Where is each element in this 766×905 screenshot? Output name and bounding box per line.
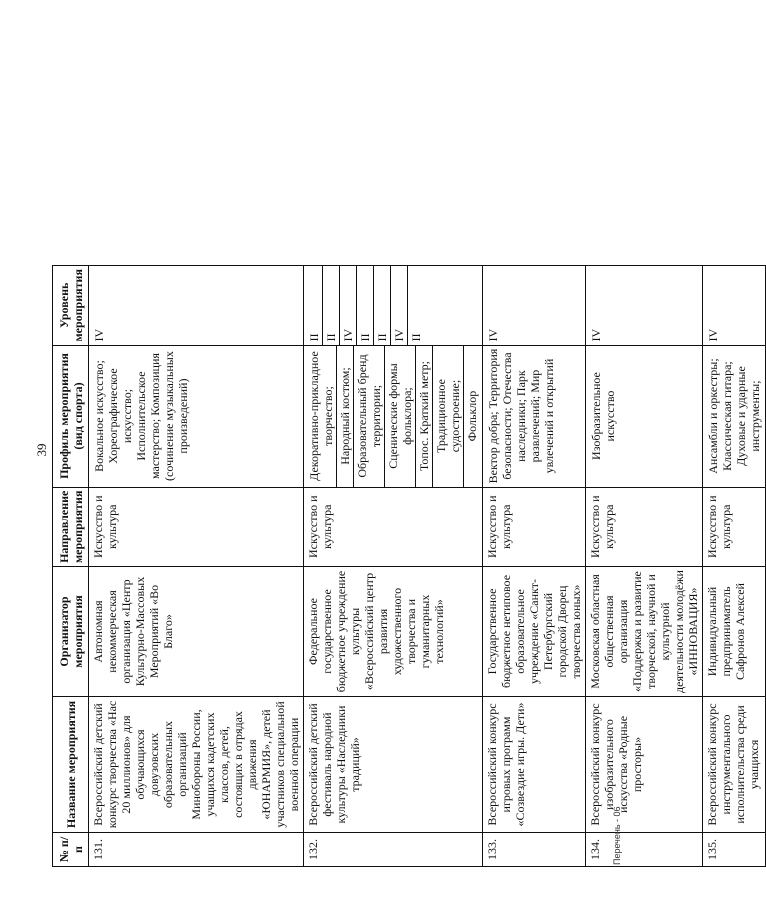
cell-num: 132. <box>304 833 483 867</box>
level-item: IV <box>92 328 106 342</box>
profile-item: Ансамбли и оркестры; Классическая гитара; Духовые и ударные инструменты; <box>706 358 762 474</box>
table-row <box>304 266 483 867</box>
level-item: II <box>407 266 424 344</box>
cell-name: Всероссийский детский фестиваль народной культуры «Наследники традиций» <box>304 697 483 833</box>
level-item: II <box>322 266 339 344</box>
cell-name: Всероссийский конкурс игровых программ «Созвездие игры. Дети» <box>483 697 586 833</box>
cell-name: Всероссийский конкурс инструментального исполнительства среди учащихся <box>703 697 766 833</box>
cell-profile <box>703 345 766 487</box>
header-organizer: Организатор мероприятия <box>53 567 89 697</box>
profile-item: Традиционное судостроение; <box>432 346 463 487</box>
table-row <box>586 266 703 867</box>
table-row <box>703 266 766 867</box>
profile-item: Изобразительное искусство <box>589 372 617 460</box>
header-level: Уровень мероприятия <box>53 266 89 345</box>
header-profile: Профиль мероприятия (вид спорта) <box>53 345 89 487</box>
cell-num: 134. <box>586 833 703 867</box>
table-header-row <box>53 266 89 867</box>
cell-direction: Искусство и культура <box>703 487 766 566</box>
cell-organizer: Автономная некоммерческая организация «Центр Культурно-Массовых Мероприятий «Во Благо» <box>89 567 304 697</box>
cell-organizer: Государственное бюджетное нетиповое образовательное учреждение «Санкт-Петербургский городской Дворец творчества юных» <box>483 567 586 697</box>
cell-level <box>89 266 304 345</box>
page-number: 39 <box>34 443 49 457</box>
level-item: II <box>373 266 390 344</box>
level-item: II <box>356 266 373 344</box>
header-name: Название мероприятия <box>53 697 89 833</box>
cell-direction: Искусство и культура <box>89 487 304 566</box>
level-item: IV <box>706 328 720 342</box>
cell-direction: Искусство и культура <box>586 487 703 566</box>
cell-level <box>304 266 483 345</box>
cell-name: Всероссийский детский конкурс творчества «Нас 20 миллионов» для обучающихся довузовских образовательных организаций Минобороны России, учащихся кадетских классов, детей, состоящих в отрядах движения «ЮНАРМИЯ», детей участников специальной военной операции <box>89 697 304 833</box>
profile-item: Вектор добра; Территория безопасности; Отечества наследники; Парк развлечений; Мир увлечений и открытий <box>486 348 556 484</box>
cell-level <box>483 266 586 345</box>
cell-profile <box>304 345 483 487</box>
profile-item: Топос. Краткий метр; <box>415 346 432 487</box>
profile-item: Народный костюм; <box>336 346 353 487</box>
cell-profile <box>586 345 703 487</box>
table-row <box>483 266 586 867</box>
cell-organizer: Индивидуальный предприниматель Сафронов Алексей <box>703 567 766 697</box>
cell-num: 135. <box>703 833 766 867</box>
cell-level <box>703 266 766 345</box>
level-item: II <box>307 333 321 342</box>
profile-item: Сценические формы фольклора; <box>384 346 415 487</box>
level-item: IV <box>339 266 356 344</box>
footer-code: Перечень - 06 <box>612 806 622 865</box>
cell-direction: Искусство и культура <box>304 487 483 566</box>
cell-num: 133. <box>483 833 586 867</box>
events-table <box>52 265 766 867</box>
profile-item: Вокальное искусство; Хореографическое искусство; Исполнительское мастерство; Композиция (сочинение музыкальных произведений) <box>92 351 190 481</box>
profile-item: Образовательный бренд территории; <box>353 346 384 487</box>
cell-name: Всероссийский конкурс изобразительного искусства «Родные просторы» <box>586 697 703 833</box>
profile-item: Фольклор <box>463 346 480 487</box>
cell-direction: Искусство и культура <box>483 487 586 566</box>
level-item: IV <box>589 328 603 342</box>
cell-num: 131. <box>89 833 304 867</box>
table-row <box>89 266 304 867</box>
header-direction: Направление мероприятия <box>53 487 89 566</box>
level-item: IV <box>390 266 407 344</box>
cell-organizer: Московская областная общественная организация «Поддержка и развитие творческой, научной и культурной деятельности молодёжи «ИННОВАЦИЯ» <box>586 567 703 697</box>
cell-profile <box>89 345 304 487</box>
cell-level <box>586 266 703 345</box>
cell-organizer: Федеральное государственное бюджетное учреждение культуры «Всероссийский центр развития художественного творчества и гуманитарных технологий» <box>304 567 483 697</box>
level-item: IV <box>486 328 500 342</box>
cell-profile <box>483 345 586 487</box>
header-num: № п/п <box>53 833 89 867</box>
profile-item: Декоративно-прикладное творчество; <box>307 351 335 481</box>
